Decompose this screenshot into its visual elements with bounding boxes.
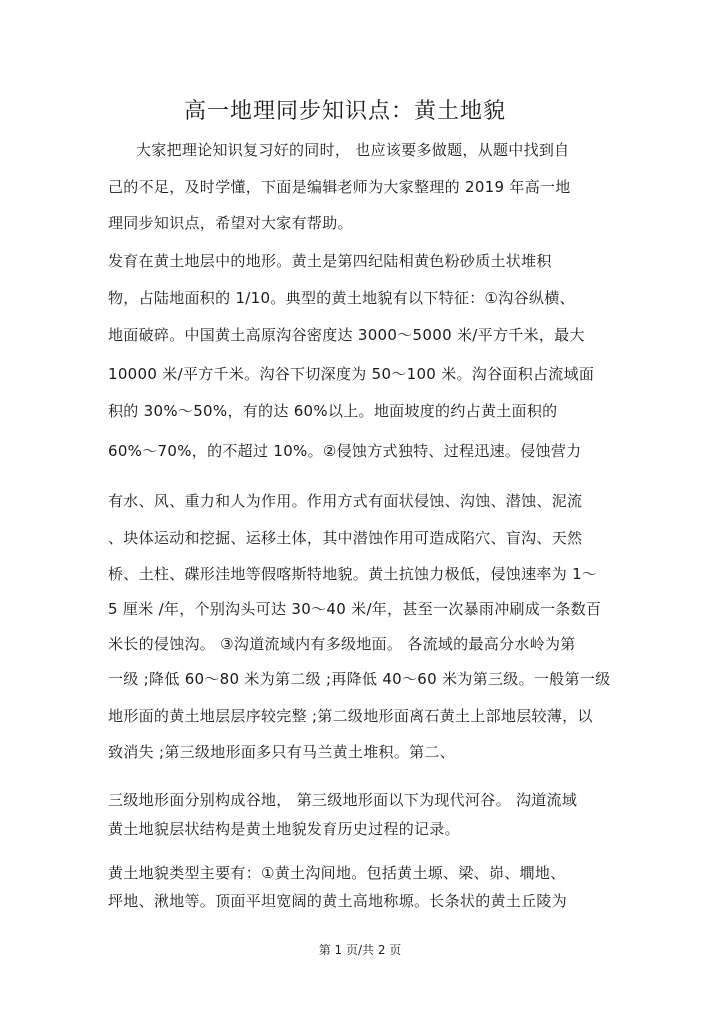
body-line: 发育在黄土地层中的地形。黄土是第四纪陆相黄色粉砂质土状堆积 bbox=[108, 252, 552, 270]
body-line: 桥、土柱、碟形洼地等假喀斯特地貌。黄土抗蚀力极低，侵蚀速率为 1～ bbox=[108, 565, 598, 583]
body-line: 一级 ;降低 60～80 米为第二级 ;再降低 40～60 米为第三级。一般第一级 bbox=[108, 670, 611, 688]
body-line: 5 厘米 /年，个别沟头可达 30～40 米/年，甚至一次暴雨冲刷成一条数百 bbox=[108, 600, 602, 618]
body-line: 坪地、湫地等。顶面平坦宽阔的黄土高地称塬。长条状的黄土丘陵为 bbox=[108, 892, 568, 910]
intro-line-3: 理同步知识点，希望对大家有帮助。 bbox=[108, 214, 353, 232]
body-line: 米长的侵蚀沟。 ③沟道流域内有多级地面。 各流域的最高分水岭为第 bbox=[108, 635, 576, 653]
intro-line-1: 大家把理论知识复习好的同时， 也应该要多做题，从题中找到自 bbox=[136, 141, 570, 159]
body-line: 三级地形面分别构成谷地， 第三级地形面以下为现代河谷。 沟道流域 bbox=[108, 791, 578, 809]
body-line: 有水、风、重力和人为作用。作用方式有面状侵蚀、沟蚀、潜蚀、泥流 bbox=[108, 492, 583, 510]
body-line: 积的 30%～50%，有的达 60%以上。地面坡度的约占黄土面积的 bbox=[108, 402, 558, 420]
body-line: 致消失 ;第三级地形面多只有马兰黄土堆积。第二、 bbox=[108, 743, 456, 761]
body-line: 黄土地貌类型主要有：①黄土沟间地。包括黄土塬、梁、峁、墹地、 bbox=[108, 864, 566, 882]
body-line: 10000 米/平方千米。沟谷下切深度为 50～100 米。沟谷面积占流域面 bbox=[108, 365, 595, 383]
body-line: 地面破碎。中国黄土高原沟谷密度达 3000～5000 米/平方千米，最大 bbox=[108, 326, 585, 344]
body-line: 60%～70%，的不超过 10%。②侵蚀方式独特、过程迅速。侵蚀营力 bbox=[108, 442, 582, 460]
body-line: 物，占陆地面积的 1/10。典型的黄土地貌有以下特征：①沟谷纵横、 bbox=[108, 289, 575, 307]
document-title: 高一地理同步知识点：黄土地貌 bbox=[183, 99, 506, 124]
body-line: 黄土地貌层状结构是黄土地貌发育历史过程的记录。 bbox=[108, 820, 460, 838]
body-line: 地形面的黄土地层层序较完整 ;第二级地形面离石黄土上部地层较薄，以 bbox=[108, 707, 593, 725]
intro-line-2: 己的不足，及时学懂，下面是编辑老师为大家整理的 2019 年高一地 bbox=[108, 178, 571, 196]
body-line: 、块体运动和挖掘、运移土体，其中潜蚀作用可造成陷穴、盲沟、天然 bbox=[108, 529, 583, 547]
page-footer: 第 1 页/共 2 页 bbox=[318, 943, 402, 957]
